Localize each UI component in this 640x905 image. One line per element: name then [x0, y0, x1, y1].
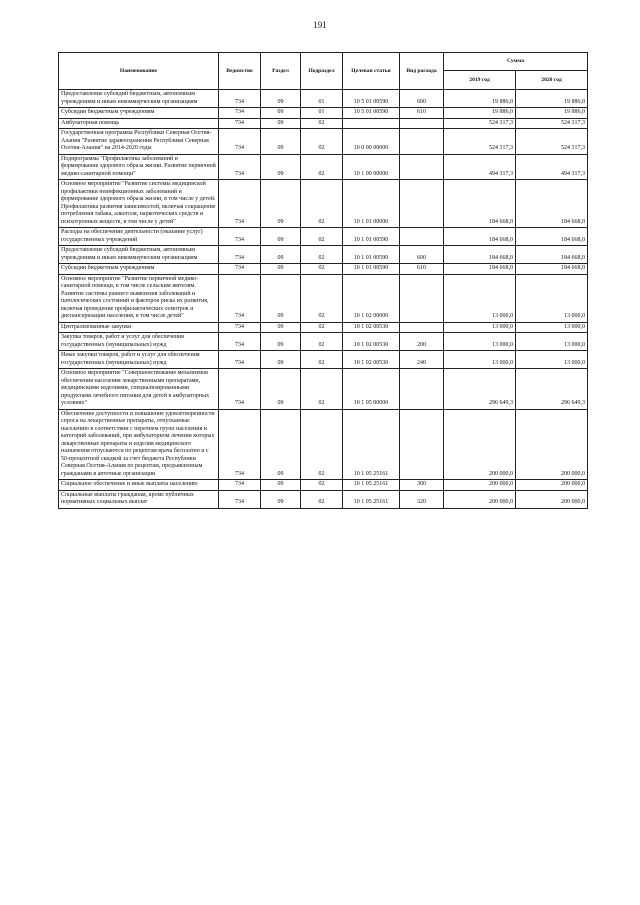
table-row [59, 274, 588, 322]
header-name: Наименование [59, 53, 219, 90]
cell-ministry: 734 [219, 108, 261, 119]
table-row [59, 228, 588, 246]
cell-ministry: 734 [219, 351, 261, 369]
cell-section: 09 [261, 154, 301, 180]
cell-name: Основное мероприятие "Развитие первичной медико-санитарной помощи, в том числе сельским жителям. Развитие системы раннего выявления заболеваний и патологических состояний и факторов риска их развития, включая проведение профилактических осмотров и диспансеризации населения, в том числе детей" [59, 274, 219, 322]
budget-table [58, 52, 588, 509]
cell-2019: 184 668,0 [444, 246, 516, 264]
cell-target: 10 1 05 25161 [343, 409, 400, 480]
cell-subsection: 02 [301, 118, 343, 129]
cell-target: 10 1 02 00530 [343, 322, 400, 333]
cell-section: 09 [261, 264, 301, 275]
cell-target: 10 1 02 00000 [343, 274, 400, 322]
header-target: Целевая статья [343, 53, 400, 90]
cell-ministry: 734 [219, 322, 261, 333]
cell-subsection: 02 [301, 480, 343, 491]
cell-name: Социальное обеспечение и иные выплаты населению [59, 480, 219, 491]
cell-2019: 296 649,3 [444, 369, 516, 410]
header-2020: 2020 год [516, 71, 588, 90]
cell-section: 09 [261, 246, 301, 264]
cell-subsection: 02 [301, 264, 343, 275]
table-row [59, 409, 588, 480]
cell-expense-type [400, 369, 444, 410]
header-expense-type: Вид расхода [400, 53, 444, 90]
cell-subsection: 01 [301, 90, 343, 108]
cell-expense-type [400, 322, 444, 333]
table-row [59, 246, 588, 264]
cell-section: 09 [261, 351, 301, 369]
cell-target: 10 5 01 00590 [343, 108, 400, 119]
cell-2020: 13 000,0 [516, 274, 588, 322]
cell-subsection: 02 [301, 351, 343, 369]
cell-2020: 494 317,3 [516, 154, 588, 180]
cell-subsection: 02 [301, 154, 343, 180]
cell-name: Социальные выплаты гражданам, кроме публичных нормативных социальных выплат [59, 490, 219, 508]
table-row [59, 118, 588, 129]
table-row [59, 333, 588, 351]
table-row [59, 154, 588, 180]
cell-ministry: 734 [219, 490, 261, 508]
cell-expense-type [400, 118, 444, 129]
header-subsection: Подраздел [301, 53, 343, 90]
header-section: Раздел [261, 53, 301, 90]
cell-ministry: 734 [219, 246, 261, 264]
cell-section: 09 [261, 118, 301, 129]
cell-target: 10 1 01 00000 [343, 180, 400, 228]
cell-name: Основное мероприятие "Совершенствование механизмов обеспечения населения лекарственными препаратами, медицинскими изделиями, специализированными продуктами лечебного питания для детей в амбулаторных условиях" [59, 369, 219, 410]
cell-2019: 184 668,0 [444, 264, 516, 275]
cell-2020: 200 000,0 [516, 409, 588, 480]
cell-2019: 19 886,0 [444, 90, 516, 108]
cell-2020: 296 649,3 [516, 369, 588, 410]
cell-section: 09 [261, 369, 301, 410]
cell-target: 10 1 01 00590 [343, 228, 400, 246]
cell-expense-type: 610 [400, 108, 444, 119]
cell-name: Обеспечение доступности и повышение удовлетворенности спроса на лекарственные препараты, отпускаемые населению в соответствии с перечнем групп населения и категорий заболеваний, при амбулаторном лечении которых лекарственные препараты и изделия медицинского назначения отпускаются по рецептам врача бесплатно и с 50-процентной скидкой за счет бюджета Республики Северная Осетия-Алания по рецептам, предъявленным гражданами в аптечные организации [59, 409, 219, 480]
header-ministry: Ведомство [219, 53, 261, 90]
cell-ministry: 734 [219, 409, 261, 480]
cell-2020: 13 000,0 [516, 351, 588, 369]
cell-ministry: 734 [219, 264, 261, 275]
cell-subsection: 02 [301, 274, 343, 322]
cell-section: 09 [261, 90, 301, 108]
cell-ministry: 734 [219, 480, 261, 491]
cell-2019: 13 000,0 [444, 333, 516, 351]
cell-name: Предоставление субсидий бюджетным, автономным учреждениям и иным некоммерческим организациям [59, 246, 219, 264]
table-row [59, 351, 588, 369]
cell-2020: 13 000,0 [516, 322, 588, 333]
cell-target: 10 1 05 25161 [343, 480, 400, 491]
cell-target: 10 1 00 00000 [343, 154, 400, 180]
cell-2020: 184 668,0 [516, 228, 588, 246]
cell-expense-type: 610 [400, 264, 444, 275]
cell-target: 10 1 05 00000 [343, 369, 400, 410]
cell-2019: 200 000,0 [444, 480, 516, 491]
cell-expense-type [400, 228, 444, 246]
cell-ministry: 734 [219, 333, 261, 351]
cell-expense-type: 600 [400, 246, 444, 264]
cell-2020: 13 000,0 [516, 333, 588, 351]
cell-ministry: 734 [219, 129, 261, 155]
cell-2019: 524 317,3 [444, 129, 516, 155]
cell-2020: 19 886,0 [516, 108, 588, 119]
cell-expense-type [400, 180, 444, 228]
cell-name: Закупка товаров, работ и услуг для обеспечения государственных (муниципальных) нужд [59, 333, 219, 351]
cell-2020: 184 668,0 [516, 246, 588, 264]
cell-target: 10 1 01 00590 [343, 264, 400, 275]
cell-target: 10 1 02 00530 [343, 333, 400, 351]
cell-section: 09 [261, 322, 301, 333]
cell-expense-type: 240 [400, 351, 444, 369]
cell-section: 09 [261, 274, 301, 322]
cell-name: Государственная программа Республики Северная Осетия-Алания "Развитие здравоохранения Республики Северная Осетия-Алания" на 2014-2020 годы [59, 129, 219, 155]
table-row [59, 108, 588, 119]
cell-section: 09 [261, 490, 301, 508]
cell-expense-type [400, 129, 444, 155]
cell-2019: 200 000,0 [444, 409, 516, 480]
cell-section: 09 [261, 333, 301, 351]
header-sum: Сумма [444, 53, 588, 71]
cell-2020: 19 886,0 [516, 90, 588, 108]
table-row [59, 369, 588, 410]
cell-target: 10 5 01 00590 [343, 90, 400, 108]
table-row [59, 90, 588, 108]
cell-target: 10 1 05 25161 [343, 490, 400, 508]
cell-section: 09 [261, 480, 301, 491]
cell-subsection: 02 [301, 180, 343, 228]
cell-expense-type [400, 274, 444, 322]
cell-2019: 19 886,0 [444, 108, 516, 119]
cell-section: 09 [261, 129, 301, 155]
cell-expense-type: 600 [400, 90, 444, 108]
cell-expense-type: 200 [400, 333, 444, 351]
cell-ministry: 734 [219, 90, 261, 108]
cell-ministry: 734 [219, 274, 261, 322]
cell-name: Основное мероприятие "Развитие системы медицинской профилактики неинфекционных заболеваний и формирование здорового образа жизни, в том числе у детей. Профилактика развития зависимостей, включая сокращение потребления табака, алкоголя, наркотических средств и психотропных веществ, в том числе у детей" [59, 180, 219, 228]
cell-name: Предоставление субсидий бюджетным, автономным учреждениям и иным некоммерческим организациям [59, 90, 219, 108]
cell-2019: 494 317,3 [444, 154, 516, 180]
cell-ministry: 734 [219, 118, 261, 129]
cell-expense-type [400, 409, 444, 480]
cell-subsection: 02 [301, 490, 343, 508]
page-number: 191 [313, 20, 327, 30]
cell-name: Иные закупки товаров, работ и услуг для обеспечения государственных (муниципальных) нужд [59, 351, 219, 369]
table-row [59, 322, 588, 333]
cell-2020: 200 000,0 [516, 480, 588, 491]
table-row [59, 264, 588, 275]
cell-subsection: 01 [301, 108, 343, 119]
cell-2020: 200 000,0 [516, 490, 588, 508]
cell-expense-type: 320 [400, 490, 444, 508]
cell-section: 09 [261, 409, 301, 480]
cell-2019: 184 668,0 [444, 180, 516, 228]
cell-subsection: 02 [301, 246, 343, 264]
cell-2019: 13 000,0 [444, 322, 516, 333]
table-row [59, 480, 588, 491]
cell-target: 10 1 02 00530 [343, 351, 400, 369]
table-row [59, 129, 588, 155]
cell-name: Расходы на обеспечение деятельности (оказание услуг) государственных учреждений [59, 228, 219, 246]
cell-ministry: 734 [219, 228, 261, 246]
cell-2019: 13 000,0 [444, 274, 516, 322]
cell-2020: 524 317,3 [516, 129, 588, 155]
cell-name: Субсидии бюджетным учреждениям [59, 264, 219, 275]
cell-2020: 184 668,0 [516, 180, 588, 228]
cell-target: 10 0 00 00000 [343, 129, 400, 155]
cell-expense-type: 300 [400, 480, 444, 491]
cell-2019: 524 317,3 [444, 118, 516, 129]
table-row [59, 490, 588, 508]
cell-name: Подпрограмма "Профилактика заболеваний и формирование здорового образа жизни. Развитие первичной медико-санитарной помощи" [59, 154, 219, 180]
cell-expense-type [400, 154, 444, 180]
cell-ministry: 734 [219, 369, 261, 410]
cell-2020: 524 317,3 [516, 118, 588, 129]
cell-target: 10 1 01 00590 [343, 246, 400, 264]
header-2019: 2019 год [444, 71, 516, 90]
cell-subsection: 02 [301, 333, 343, 351]
table-row [59, 180, 588, 228]
cell-subsection: 02 [301, 322, 343, 333]
cell-subsection: 02 [301, 129, 343, 155]
cell-target [343, 118, 400, 129]
cell-subsection: 02 [301, 228, 343, 246]
table-body [59, 90, 588, 509]
cell-subsection: 02 [301, 369, 343, 410]
cell-name: Централизованные закупки [59, 322, 219, 333]
cell-name: Субсидии бюджетным учреждениям [59, 108, 219, 119]
cell-2020: 184 668,0 [516, 264, 588, 275]
cell-section: 09 [261, 180, 301, 228]
cell-name: Амбулаторная помощь [59, 118, 219, 129]
cell-2019: 13 000,0 [444, 351, 516, 369]
cell-ministry: 734 [219, 180, 261, 228]
cell-2019: 184 668,0 [444, 228, 516, 246]
cell-section: 09 [261, 228, 301, 246]
cell-section: 09 [261, 108, 301, 119]
cell-subsection: 02 [301, 409, 343, 480]
cell-2019: 200 000,0 [444, 490, 516, 508]
cell-ministry: 734 [219, 154, 261, 180]
